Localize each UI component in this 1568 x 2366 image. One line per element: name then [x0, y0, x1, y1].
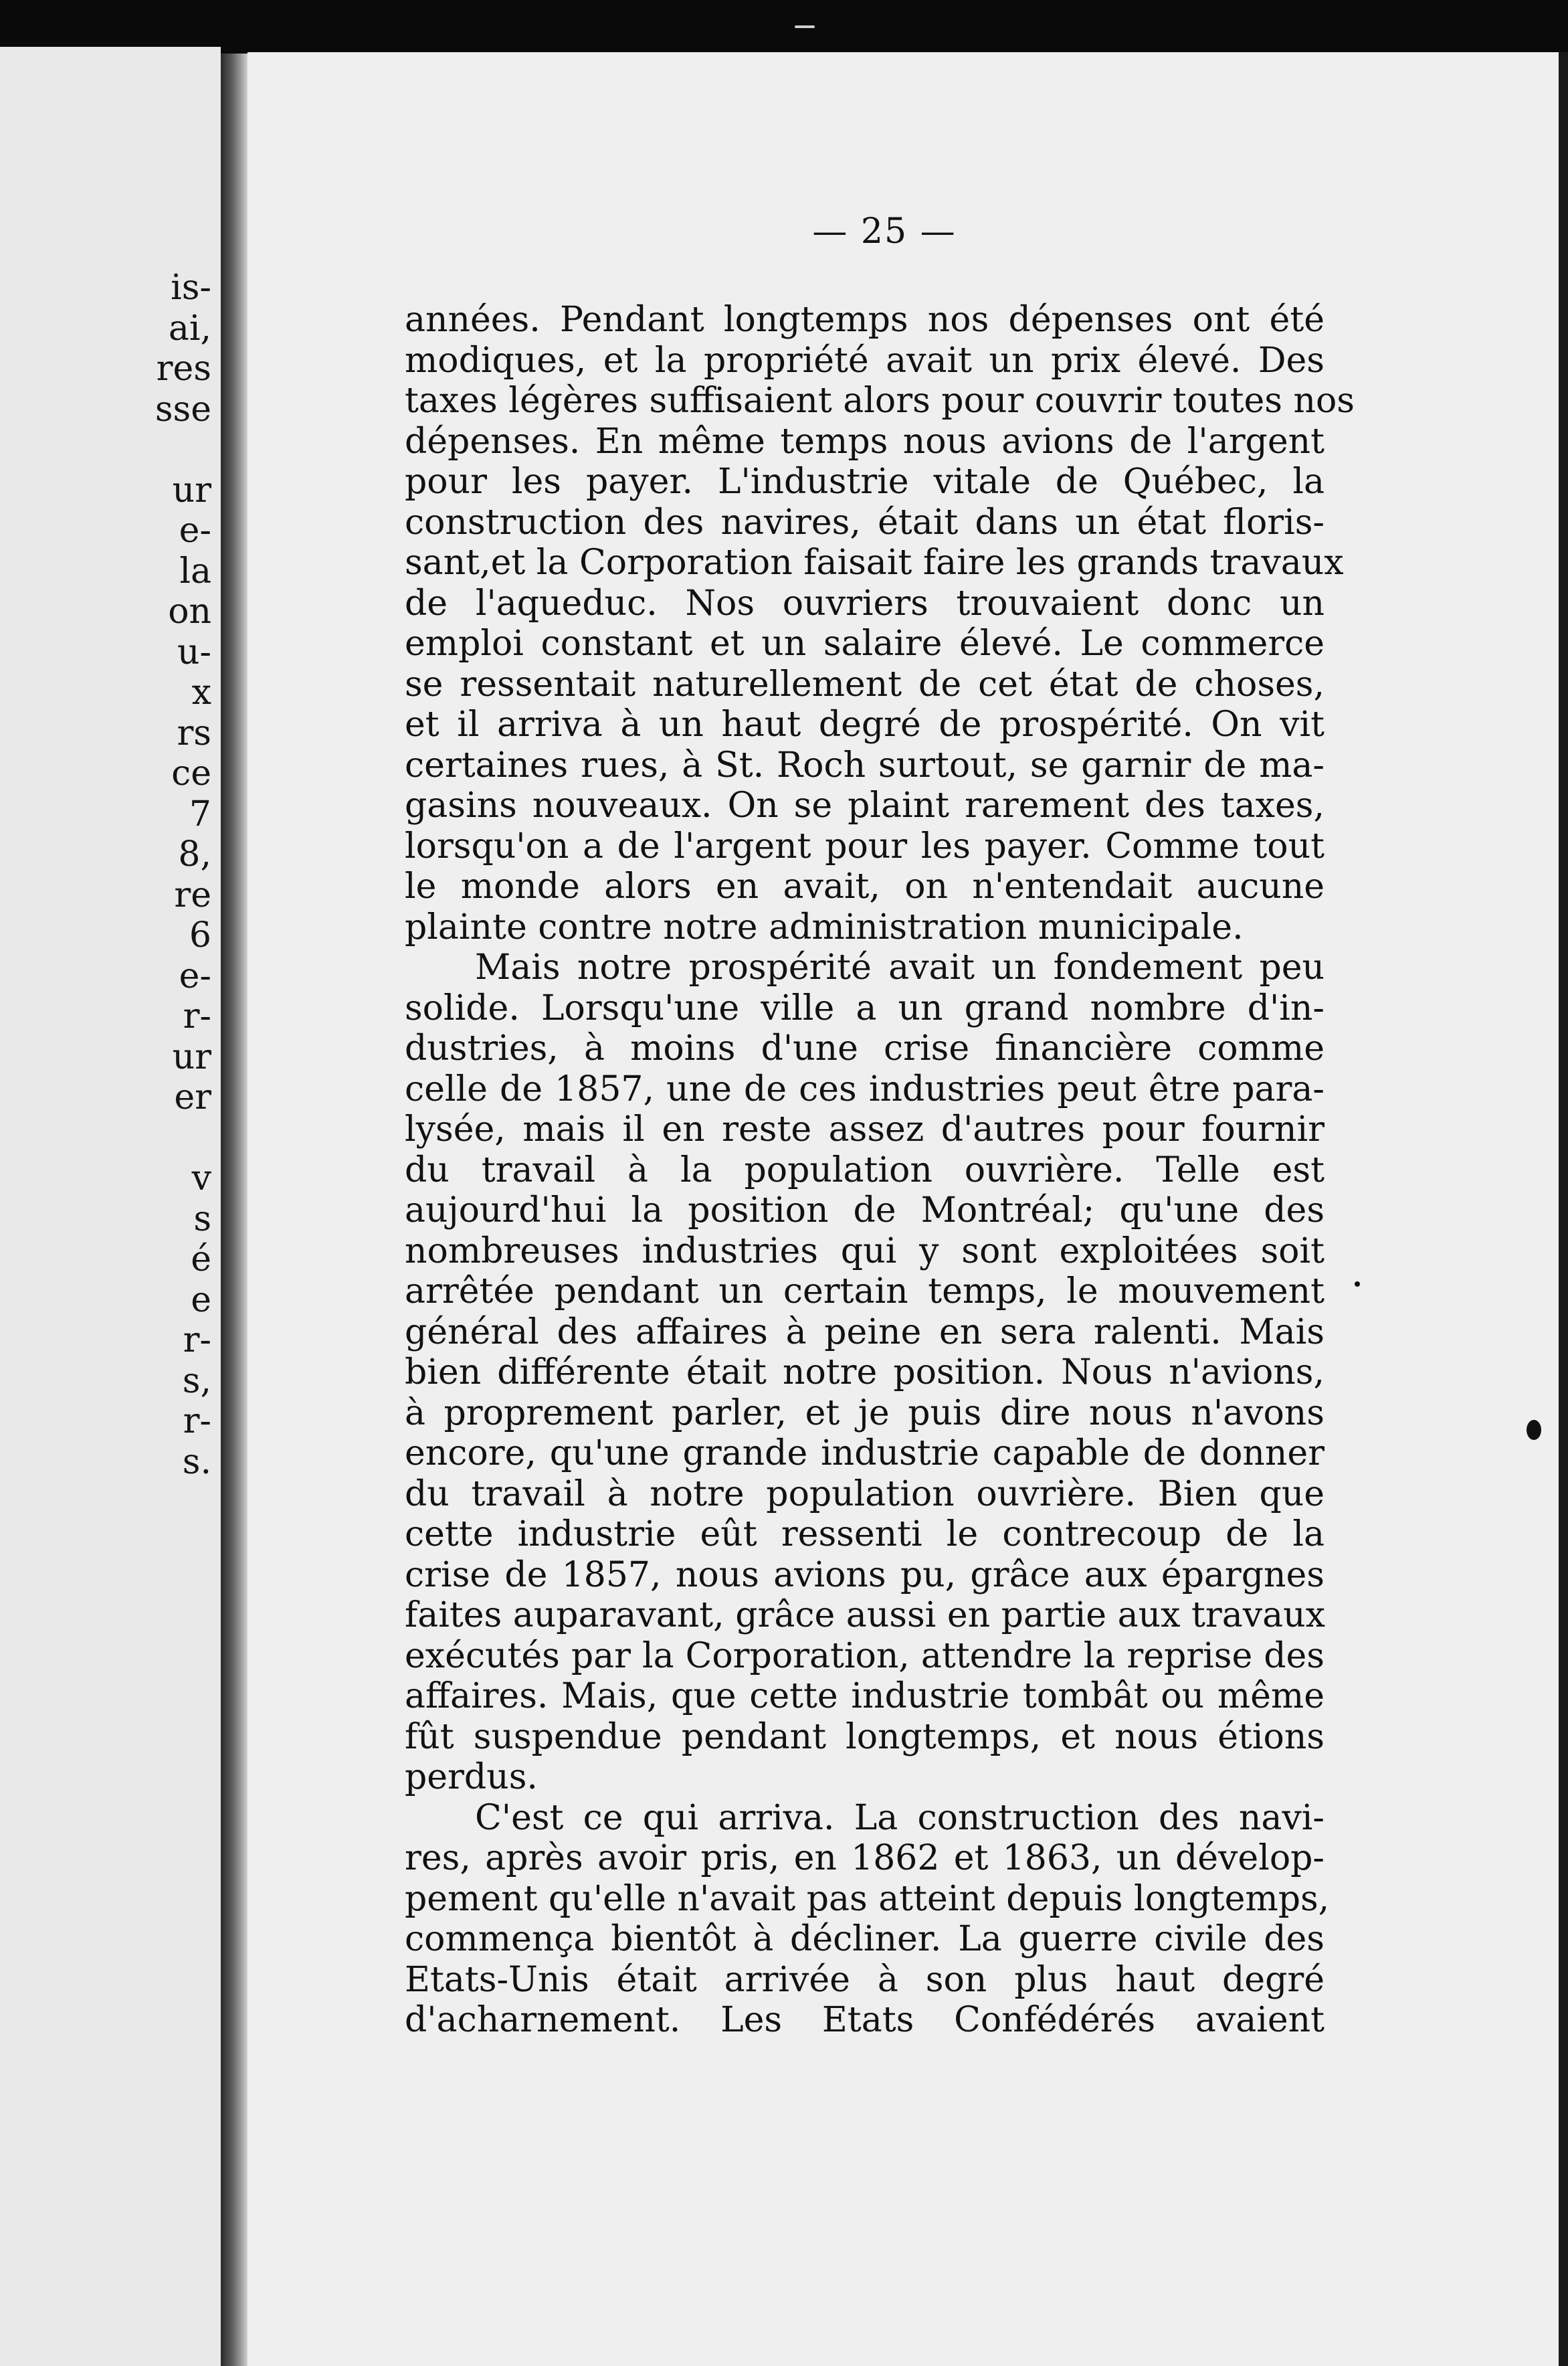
text-line: d'acharnement. Les Etats Confédérés avaient [405, 2000, 1325, 2040]
text-line: gasins nouveaux. On se plaint rarement des taxes, [405, 786, 1325, 826]
text-line: commença bientôt à décliner. La guerre civile des [405, 1919, 1325, 1959]
facing-page-fragment: v [191, 1158, 211, 1198]
facing-page-fragment: rs [177, 713, 211, 753]
facing-page-fragment: s, [182, 1360, 211, 1401]
facing-page-fragment: on [168, 592, 211, 632]
text-line: à proprement parler, et je puis dire nous n'avons [405, 1392, 1325, 1433]
facing-page-fragment: x [191, 672, 211, 713]
text-line: se ressentait naturellement de cet état de choses, [405, 664, 1325, 705]
facing-page-fragment: ai, [168, 308, 211, 349]
scan-speck [795, 25, 815, 28]
facing-page-fragment: re [174, 875, 211, 915]
facing-page-fragment: e- [179, 511, 211, 551]
facing-page-fragment: 6 [189, 915, 211, 955]
text-line: celle de 1857, une de ces industries peut être para- [405, 1069, 1325, 1109]
text-line: de l'aqueduc. Nos ouvriers trouvaient donc un [405, 583, 1325, 624]
text-line: arrêtée pendant un certain temps, le mouvement [405, 1271, 1325, 1311]
text-line: solide. Lorsqu'une ville a un grand nombre d'in- [405, 988, 1325, 1028]
book-gutter-shadow [221, 54, 248, 2366]
text-line: exécutés par la Corporation, attendre la reprise des [405, 1635, 1325, 1676]
facing-page-fragment: r- [183, 1401, 211, 1441]
text-line: certaines rues, à St. Roch surtout, se garnir de ma- [405, 745, 1325, 786]
text-line: dustries, à moins d'une crise financière comme [405, 1028, 1325, 1069]
text-line: C'est ce qui arriva. La construction des navi- [475, 1797, 1325, 1838]
text-line: années. Pendant longtemps nos dépenses ont été [405, 300, 1325, 340]
scan-speck [1355, 1281, 1360, 1287]
text-line: modiques, et la propriété avait un prix élevé. Des [405, 340, 1325, 381]
facing-page-fragment: er [174, 1077, 211, 1117]
text-line: pement qu'elle n'avait pas atteint depuis longtemps, [405, 1878, 1330, 1919]
text-line: aujourd'hui la position de Montréal; qu'une des [405, 1190, 1325, 1231]
page-number: — 25 — [812, 211, 957, 252]
text-line: lysée, mais il en reste assez d'autres pour fournir [405, 1109, 1325, 1150]
facing-page-fragment: u- [177, 632, 211, 672]
text-line: lorsqu'on a de l'argent pour les payer. Comme tout [405, 826, 1325, 867]
text-line: affaires. Mais, que cette industrie tombât ou même [405, 1676, 1325, 1716]
text-line: faites auparavant, grâce aussi en partie aux travaux [405, 1595, 1325, 1635]
facing-page-fragment: s [193, 1198, 211, 1239]
text-line: dépenses. En même temps nous avions de l'argent [405, 421, 1325, 462]
page-edge [1559, 52, 1568, 2366]
text-line: Mais notre prospérité avait un fondement peu [475, 947, 1325, 988]
facing-page-fragment: r- [183, 1320, 211, 1360]
text-line: taxes légères suffisaient alors pour couvrir toutes nos [405, 381, 1355, 421]
text-line: du travail à notre population ouvrière. Bien que [405, 1473, 1325, 1514]
text-line: crise de 1857, nous avions pu, grâce aux épargnes [405, 1554, 1325, 1595]
facing-page-fragment: la [179, 551, 211, 592]
text-line: le monde alors en avait, on n'entendait aucune [405, 867, 1325, 907]
page-body-text [405, 300, 1355, 2041]
facing-page-fragment: e [191, 1279, 211, 1320]
facing-page-fragment: é [191, 1239, 211, 1279]
text-line: général des affaires à peine en sera ralenti. Mais [405, 1311, 1325, 1352]
text-line: emploi constant et un salaire élevé. Le commerce [405, 624, 1325, 664]
facing-page-fragment: ur [172, 1036, 211, 1077]
facing-page-fragment: ce [171, 753, 211, 794]
text-line: sant,et la Corporation faisait faire les grands travaux [405, 543, 1344, 583]
facing-page-left [0, 47, 221, 2366]
facing-page-fragment: 7 [189, 794, 211, 834]
facing-page-fragment: is- [171, 268, 211, 308]
facing-page-fragment: ur [172, 470, 211, 511]
facing-page-text-fragments [155, 268, 211, 1482]
facing-page-fragment: s. [182, 1441, 211, 1482]
facing-page-fragment [155, 1118, 211, 1159]
text-line: construction des navires, était dans un état floris- [405, 502, 1325, 543]
text-line: plainte contre notre administration municipale. [405, 907, 1244, 947]
text-line: res, après avoir pris, en 1862 et 1863, un dévelop- [405, 1838, 1325, 1878]
text-line: pour les payer. L'industrie vitale de Québec, la [405, 462, 1325, 502]
scan-speck [1527, 1420, 1541, 1440]
text-line: bien différente était notre position. Nous n'avions, [405, 1352, 1325, 1392]
facing-page-fragment [155, 430, 211, 470]
text-line: Etats-Unis était arrivée à son plus haut degré [405, 1959, 1325, 2000]
facing-page-fragment: res [156, 349, 211, 389]
text-line: et il arriva à un haut degré de prospérité. On vit [405, 705, 1325, 745]
facing-page-fragment: e- [179, 955, 211, 996]
text-line: du travail à la population ouvrière. Telle est [405, 1150, 1325, 1190]
text-line: encore, qu'une grande industrie capable de donner [405, 1433, 1325, 1473]
facing-page-fragment: r- [183, 996, 211, 1036]
text-line: perdus. [405, 1757, 538, 1797]
text-line: fût suspendue pendant longtemps, et nous étions [405, 1716, 1325, 1757]
facing-page-fragment: sse [155, 389, 211, 430]
text-line: cette industrie eût ressenti le contrecoup de la [405, 1514, 1325, 1554]
text-line: nombreuses industries qui y sont exploitées soit [405, 1231, 1325, 1271]
facing-page-fragment: 8, [178, 834, 211, 875]
